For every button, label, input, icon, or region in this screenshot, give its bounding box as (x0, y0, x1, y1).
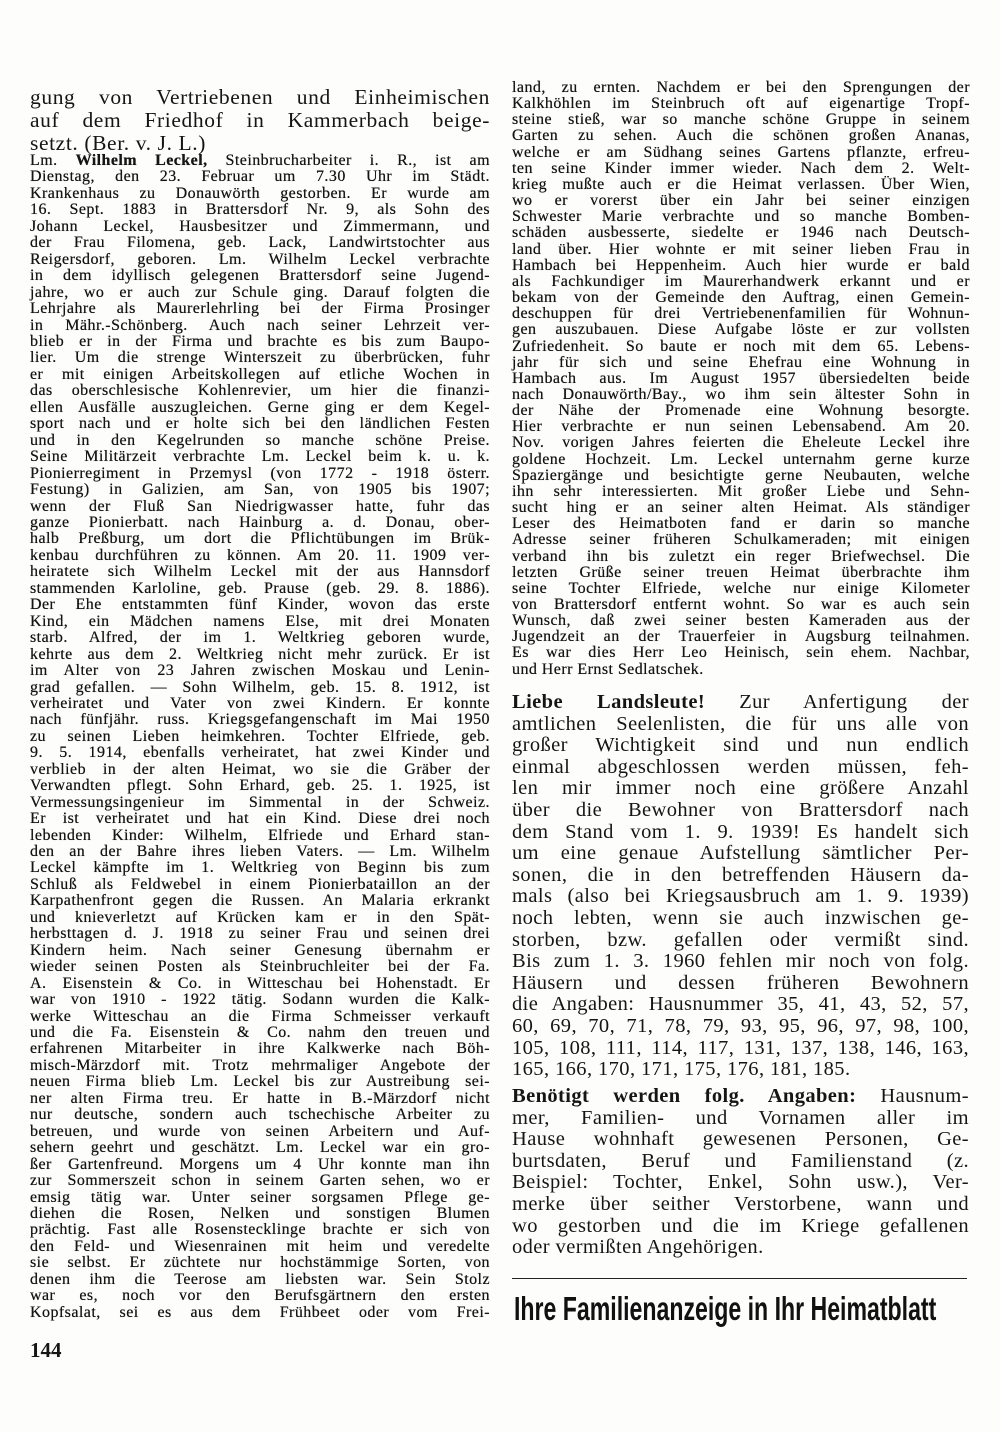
line-text: Leser des Heimatboten fand er darin so manche (512, 515, 970, 533)
text-line (30, 976, 490, 992)
text-line (30, 1173, 490, 1189)
text-line (30, 696, 490, 712)
line-text: wenn der Fluß San Niedrigwasser hatte, fuhr das (30, 497, 490, 515)
text-line (512, 500, 970, 516)
text-line (512, 371, 970, 387)
text-line (512, 581, 970, 597)
text-line (512, 112, 970, 128)
text-line (30, 844, 490, 860)
line-text: deschuppen für drei Vertriebenenfamilien für Wohnun- (512, 305, 970, 323)
line-text: jahr für sich und seine Ehefrau eine Wohnung in (512, 353, 970, 371)
intro-paragraph (30, 86, 490, 155)
text-line (30, 877, 490, 893)
line-text: Der Ehe entstammten fünf Kinder, wovon das erste (30, 596, 490, 614)
text-line (30, 1025, 490, 1041)
line-text: Krankenhaus zu Donauwörth gestorben. Er wurde am (30, 184, 490, 202)
line-text: um eine genaue Aufstellung sämtlicher Per- (512, 842, 969, 865)
text-line (512, 1086, 969, 1108)
text-line (30, 268, 490, 284)
line-text: Steinbrucharbeiter i. R., ist am (207, 152, 490, 169)
line-text: über die Bewohner von Brattersdorf nach (512, 798, 969, 821)
text-line (30, 1091, 490, 1107)
line-text: Lm. (30, 152, 76, 169)
line-text: Karpathenfront gegen die Russen. An Malaria erkrankt (30, 892, 490, 910)
text-line (30, 86, 490, 109)
line-text: von Brattersdorf entfernt wohnt. So war es auch sein (512, 596, 970, 613)
line-text: Vermessungsingenieur im Simmental in der Schweiz. (30, 793, 490, 811)
obituary-column-right (512, 80, 970, 678)
line-text: nach fünfjähr. russ. Kriegsgefangenschaft im Mai 1950 (30, 711, 490, 729)
text-line (30, 482, 490, 498)
line-text: goldene Hochzeit. Lm. Leckel unternahm gerne kurze (512, 450, 970, 468)
text-line (30, 301, 490, 317)
text-line (30, 811, 490, 827)
line-text: bekam von der Gemeinde den Auftrag, einen Gemein- (512, 289, 970, 307)
text-line (512, 886, 969, 908)
line-text: Kind, ein Mädchen namens Else, mit drei Monaten (30, 612, 490, 630)
text-line (512, 1151, 969, 1173)
text-line (30, 729, 490, 745)
page-number: 144 (30, 1338, 62, 1362)
text-line (30, 1074, 490, 1090)
text-line (30, 1140, 490, 1156)
text-line (512, 822, 969, 844)
line-text: starb. Alfred, der im 1. Weltkrieg geboren wurde, (30, 629, 490, 647)
line-text: gung von Vertriebenen und Einheimischen (30, 85, 490, 109)
text-line (512, 662, 970, 678)
text-line (512, 973, 969, 995)
line-text: auf dem Friedhof in Kammerbach beige- (30, 108, 490, 132)
line-text: Hause wohnhaft gewesenen Personen, Ge- (512, 1128, 969, 1151)
text-line (30, 1222, 490, 1238)
text-line (30, 383, 490, 399)
text-line (30, 169, 490, 185)
line-text: die Angaben: Hausnummer 35, 41, 43, 52, 57, (512, 993, 969, 1016)
line-text: schäden ausbesserte, siedelte er 1946 nach Deutsch- (512, 224, 970, 242)
line-text: zu seinen Lieben heimkehren. Tochter Elfriede, geb. (30, 727, 490, 745)
text-line (512, 452, 970, 468)
line-text: letzten Grüße seiner treuen Heimat überbrachte ihm (512, 563, 970, 581)
line-text: sport nach und er holte sich bei den ländlichen Festen (30, 415, 490, 433)
text-line (512, 80, 970, 96)
line-text: prächtig. Fast alle Rosenstecklinge brachte er sich von (30, 1221, 490, 1239)
line-text: seine Tochter Elfriede, welche nur einige Kilometer (512, 579, 970, 597)
line-text: war es, noch vor den Berufsgärtnern den ersten (30, 1287, 490, 1305)
text-line (30, 647, 490, 663)
text-line (30, 449, 490, 465)
text-line (30, 1157, 490, 1173)
text-line (30, 1190, 490, 1206)
text-line (512, 692, 969, 714)
line-text: Adresse seiner früheren Schulkameraden; mit einigen (512, 531, 970, 549)
line-text: land, zu ernten. Nachdem er bei den Sprengungen der (512, 79, 970, 96)
line-text: jahre, wo er auch zur Schule ging. Darauf folgten die (30, 283, 490, 301)
line-text: den an der Bahre ihres lieben Vaters. — Lm. Wilhelm (30, 843, 490, 861)
text-line (30, 926, 490, 942)
text-line (512, 865, 969, 887)
line-text: verband ihn bis zuletzt ein reger Briefwechsel. Die (512, 547, 970, 565)
text-line (30, 252, 490, 268)
line-text: erfahrenen Mitarbeiter in ihre Kalkwerke nach Böh- (30, 1040, 490, 1058)
text-line (30, 959, 490, 975)
text-line (512, 242, 970, 258)
text-line (30, 1041, 490, 1057)
line-text: großer Wichtigkeit sind und nun endlich (512, 734, 969, 757)
text-line (512, 1129, 969, 1151)
text-line (512, 1172, 969, 1194)
text-line (512, 930, 969, 952)
text-line (30, 1305, 490, 1321)
text-line (512, 177, 970, 193)
line-text: Verwandten pflegt. Sohn Erhard, geb. 25. 1. 1925, ist (30, 777, 490, 795)
bold-lead-text: Wilhelm Leckel, (75, 152, 208, 169)
line-text: der Nähe der Promenade eine Wohnung besorgte. (512, 402, 970, 420)
text-line (512, 387, 970, 403)
line-text: stammenden Karloline, geb. Prause (geb. 29. 8. 1886). (30, 579, 490, 597)
text-line (512, 484, 970, 500)
text-line (30, 745, 490, 761)
line-text: Hier verbrachte er nun seinen Lebensabend. Am 20. (512, 418, 970, 436)
text-line (512, 597, 970, 613)
line-text: dem Stand vom 1. 9. 1939! Es handelt sich (512, 820, 969, 843)
notice-required-information (512, 1086, 969, 1259)
text-line (512, 209, 970, 225)
text-line (30, 515, 490, 531)
text-line (30, 334, 490, 350)
line-text: Lehrjahre als Maurerlehrling bei der Firma Prosinger (30, 300, 490, 318)
line-text: in Mähr.-Schönberg. Auch nach seiner Lehrzeit ver- (30, 316, 490, 334)
text-line (512, 994, 969, 1016)
line-text: kehrte aus dem 2. Weltkrieg nicht mehr zurück. Er ist (30, 645, 490, 663)
text-line (30, 1239, 490, 1255)
text-line (512, 161, 970, 177)
line-text: wo gestorben und die im Kriege gefallenen (512, 1214, 969, 1237)
text-line (512, 355, 970, 371)
text-line (30, 202, 490, 218)
text-line (512, 613, 970, 629)
text-line (512, 629, 970, 645)
line-text: einmal abgeschlossen werden müssen, feh- (512, 755, 969, 778)
text-line (512, 1059, 969, 1081)
text-line (30, 778, 490, 794)
line-text: der Frau Filomena, geb. Lack, Landwirtstochter aus (30, 234, 490, 252)
line-text: verblieb in der alten Heimat, wo sie die Gräber der (30, 760, 490, 778)
line-text: 105, 108, 111, 114, 117, 131, 137, 138, 146, 163, (512, 1036, 969, 1059)
line-text: Er ist verheiratet und hat ein Kind. Diese drei noch (30, 810, 490, 828)
line-text: Spaziergänge und besichtigte gerne Neubauten, welche (512, 466, 970, 484)
line-text: Dienstag, den 23. Februar um 7.30 Uhr im Städt. (30, 168, 490, 186)
line-text: Hausnum- (856, 1085, 969, 1107)
line-text: und knieverletzt auf Krücken kam er in den Spät- (30, 908, 490, 926)
text-line (512, 435, 970, 451)
line-text: sehern geehrt und geschätzt. Lm. Leckel war ein gro- (30, 1139, 490, 1157)
line-text: heiratete sich Wilhelm Leckel mit der aus Hannsdorf (30, 563, 490, 581)
line-text: merke über seither Verstorbene, wann und (512, 1192, 969, 1215)
line-text: Leckel kämpfte im 1. Weltkrieg von Beginn bis zum (30, 859, 490, 877)
text-line (30, 597, 490, 613)
line-text: Schwester Marie verbrachte und so manche Bomben- (512, 208, 970, 226)
line-text: Festung) in Galizien, am San, von 1905 bis 1907; (30, 481, 490, 499)
text-line (30, 1058, 490, 1074)
text-line (30, 828, 490, 844)
line-text: als Fachkundiger im Maurerhandwerk erkannt und er (512, 272, 970, 290)
line-text: emsig tätig war. Unter seiner sorgsamen Pflege ge- (30, 1188, 490, 1206)
text-line (30, 499, 490, 515)
line-text: Schluß als Feldwebel in einem Pionierbataillon an der (30, 875, 490, 893)
line-text: war von 1910 - 1922 tätig. Sodann wurden die Kalk- (30, 991, 490, 1009)
text-line (512, 532, 970, 548)
line-text: mer, Familien- und Vornamen aller im (512, 1106, 969, 1129)
text-line (30, 1255, 490, 1271)
line-text: 9. 5. 1914, ebenfalls verheiratet, hat zwei Kinder und (30, 744, 490, 762)
text-line (512, 1016, 969, 1038)
line-text: verheiratet und Vater von zwei Kindern. Er konnte (30, 694, 490, 712)
line-text: Kindern heim. Nach seiner Genesung übernahm er (30, 941, 490, 959)
obituary-column-left (30, 153, 490, 1321)
text-line (512, 274, 970, 290)
text-line (30, 433, 490, 449)
line-text: ellen Ausfälle auszugleichen. Gerne ging er dem Kegel- (30, 398, 490, 416)
line-text: noch lebten, wenn sie auch inzwischen ge- (512, 906, 969, 929)
text-line (512, 128, 970, 144)
line-text: Seine Militärzeit verbrachte Lm. Leckel beim k. u. k. (30, 448, 490, 466)
line-text: und die Fa. Eisenstein & Co. nahm den treuen und (30, 1024, 490, 1042)
text-line (512, 1237, 969, 1259)
line-text: Jugendzeit an der Trauerfeier in Augsburg teilnahmen. (512, 628, 970, 646)
line-text: Garten zu sehen. Auch die schönen großen Ananas, (512, 127, 970, 145)
text-line (512, 419, 970, 435)
text-line (30, 350, 490, 366)
text-line (30, 1124, 490, 1140)
line-text: ßer Gartenfreund. Morgens um 4 Uhr konnte man ihn (30, 1155, 490, 1173)
bold-lead-text: Liebe Landsleute! (512, 691, 706, 713)
text-line (512, 290, 970, 306)
line-text: setzt. (Ber. v. J. L.) (30, 131, 207, 155)
line-text: oder vermißten Angehörigen. (512, 1236, 764, 1259)
text-line (512, 645, 970, 661)
text-line (512, 339, 970, 355)
line-text: storben, bzw. gefallen oder vermißt sind. (512, 928, 969, 951)
text-line (30, 762, 490, 778)
line-text: nach Donauwörth/Bay., wo ihm sein ältester Sohn in (512, 385, 970, 403)
text-line (30, 400, 490, 416)
text-line (30, 1272, 490, 1288)
ad-heading: Ihre Familienanzeige in Ihr Heimatblatt (514, 1290, 937, 1327)
line-text: mals (also bei Kriegsausbruch am 1. 9. 1939) (512, 885, 969, 908)
text-line (30, 680, 490, 696)
line-text: 60, 69, 70, 71, 78, 79, 93, 95, 96, 97, 98, 100, (512, 1014, 969, 1037)
text-line (512, 1108, 969, 1130)
line-text: Pionierregiment in Przemysl (von 1772 - 1918 österr. (30, 464, 490, 482)
text-line (30, 466, 490, 482)
text-line (30, 795, 490, 811)
text-line (30, 860, 490, 876)
line-text: ganze Pionierbatt. nach Hainburg a. d. Donau, ober- (30, 513, 490, 531)
line-text: betreuen, und wurde von seinen Arbeitern und Auf- (30, 1122, 490, 1140)
line-text: welche er am Südhang seines Gartens pflanzte, erfreu- (512, 143, 970, 161)
line-text: nur deutsche, sondern auch tschechische Arbeiter zu (30, 1106, 490, 1124)
text-line (512, 403, 970, 419)
line-text: Nov. vorigen Jahres feierten die Eheleute Leckel ihre (512, 434, 970, 452)
line-text: sie selbst. Er züchtete nur hochstämmige Sorten, von (30, 1254, 490, 1272)
line-text: ihn sehr interessierten. Mit großer Liebe und Sehn- (512, 482, 970, 500)
line-text: Beispiel: Tochter, Enkel, Sohn usw.), Ver- (512, 1171, 969, 1194)
text-line (30, 1107, 490, 1123)
text-line (30, 943, 490, 959)
text-line (30, 910, 490, 926)
text-line (30, 186, 490, 202)
line-text: wo er vorerst über ein Jahr bei seiner einzigen (512, 192, 970, 210)
text-line (30, 109, 490, 132)
text-line (512, 225, 970, 241)
text-line (30, 992, 490, 1008)
text-line (512, 322, 970, 338)
line-text: Reigersdorf, geboren. Lm. Wilhelm Leckel verbrachte (30, 250, 490, 268)
line-text: land über. Hier wohnte er mit seiner lieben Frau in (512, 240, 970, 258)
text-line (512, 757, 969, 779)
line-text: den Feld- und Wiesenrainen mit heim und veredelte (30, 1237, 490, 1255)
divider-rule (512, 1278, 967, 1279)
line-text: 165, 166, 170, 171, 175, 176, 181, 185. (512, 1058, 851, 1081)
line-text: er mit einigen Arbeitskollegen auf etliche Wochen in (30, 365, 490, 383)
text-line (30, 1009, 490, 1025)
text-line (512, 258, 970, 274)
text-line (512, 843, 969, 865)
line-text: misch-Märzdorf mit. Trotz mehrmaliger Angebote der (30, 1056, 490, 1074)
text-line (30, 219, 490, 235)
text-line (30, 712, 490, 728)
line-text: das oberschlesische Kohlenrevier, um hier die finanzi- (30, 382, 490, 400)
text-line (30, 285, 490, 301)
line-text: lier. Um die strenge Winterszeit zu überbrücken, fuhr (30, 349, 490, 367)
line-text: sucht hing er an seiner alten Heimat. Als ständiger (512, 499, 970, 517)
text-line (30, 367, 490, 383)
line-text: amtlichen Seelenlisten, die für uns alle von (512, 712, 969, 735)
text-line (30, 614, 490, 630)
line-text: steine stieß, war so manche schöne Gruppe in seinem (512, 111, 970, 129)
text-line (30, 1288, 490, 1304)
text-line (512, 516, 970, 532)
line-text: im Alter von 23 Jahren zwischen Moskau und Lenin- (30, 662, 490, 680)
line-text: Hambach bei Heppenheim. Auch hier wurde er bald (512, 256, 970, 274)
line-text: A. Eisenstein & Co. in Witteschau bei Hohenstadt. Er (30, 974, 490, 992)
line-text: wieder seinen Posten als Steinbruchleiter bei der Fa. (30, 958, 490, 976)
text-line (512, 714, 969, 736)
line-text: zur Sommerszeit schon in seinem Garten sehen, wo er (30, 1172, 490, 1190)
line-text: halb Preßburg, um dort die Pflichtübungen im Brük- (30, 530, 490, 548)
text-line (512, 145, 970, 161)
notice-liebe-landsleute (512, 692, 969, 1081)
line-text: und Herr Ernst Sedlatschek. (512, 660, 704, 678)
text-line (30, 663, 490, 679)
text-line (512, 1216, 969, 1238)
text-line (512, 1194, 969, 1216)
line-text: Bis zum 1. 3. 1960 fehlen mir noch von folg. (512, 950, 969, 973)
text-line (30, 564, 490, 580)
line-text: herbsttagen d. J. 1918 zu seiner Frau und seinen drei (30, 925, 490, 943)
text-line (512, 565, 970, 581)
line-text: denen ihm die Teerose am liebsten war. Sein Stolz (30, 1270, 490, 1288)
line-text: gen auszubauen. Diese Aufgabe löste er zur vollsten (512, 321, 970, 339)
line-text: Kopfsalat, sei es aus dem Frühbeet oder vom Frei- (30, 1303, 490, 1321)
text-line (512, 1038, 969, 1060)
line-text: Hambach aus. Im August 1957 übersiedelten beide (512, 369, 970, 387)
line-text: ten seine Kinder immer wieder. Nach dem 2. Welt- (512, 159, 970, 177)
line-text: blieb er in der Firma und brachte es bis zum Baupo- (30, 332, 490, 350)
line-text: werke Witteschau an die Firma Schmeisser verkauft (30, 1007, 490, 1025)
line-text: grad gefallen. — Sohn Wilhelm, geb. 15. 8. 1912, ist (30, 678, 490, 696)
line-text: neuen Firma blieb Lm. Leckel bis zur Austreibung sei- (30, 1073, 490, 1091)
text-line (512, 306, 970, 322)
text-line (30, 416, 490, 432)
line-text: in dem idyllisch gelegenen Brattersdorf seine Jugend- (30, 267, 490, 285)
line-text: Wunsch, daß zwei seiner besten Kameraden aus der (512, 612, 970, 630)
line-text: Zufriedenheit. So baute er noch mit dem 65. Lebens- (512, 337, 970, 355)
line-text: Kalkhöhlen im Steinbruch oft auf eigenartige Tropf- (512, 95, 970, 113)
text-line (512, 778, 969, 800)
line-text: diehen die Rosen, Nelken und sonstigen Blumen (30, 1205, 490, 1222)
text-line (30, 235, 490, 251)
text-line (512, 800, 969, 822)
text-line (30, 153, 490, 169)
line-text: und in den Kegelrunden so manche schöne Preise. (30, 431, 490, 449)
text-line (512, 951, 969, 973)
line-text: len mir immer noch eine größere Anzahl (512, 777, 969, 800)
bold-lead-text: Benötigt werden folg. Angaben: (512, 1085, 857, 1107)
line-text: lebenden Kinder: Wilhelm, Elfriede und Erhard stan- (30, 826, 490, 844)
text-line (30, 1206, 490, 1222)
line-text: Zur Anfertigung der (705, 691, 970, 713)
text-line (30, 581, 490, 597)
line-text: burtsdaten, Beruf und Familienstand (z. (512, 1149, 969, 1172)
text-line (30, 630, 490, 646)
text-line (30, 548, 490, 564)
line-text: Häusern und dessen früheren Bewohnern (512, 971, 969, 994)
text-line (30, 531, 490, 547)
line-text: krieg mußte auch er die Heimat verlassen. Über Wien, (512, 175, 970, 193)
line-text: 16. Sept. 1883 in Brattersdorf Nr. 9, als Sohn des (30, 201, 490, 219)
text-line (512, 193, 970, 209)
text-line (512, 735, 969, 757)
line-text: sonen, die in den betreffenden Häusern da- (512, 863, 969, 886)
text-line (30, 893, 490, 909)
line-text: Johann Leckel, Hausbesitzer und Zimmermann, und (30, 217, 490, 235)
line-text: kenbau durchführen zu können. Am 20. 11. 1909 ver- (30, 546, 490, 564)
text-line (30, 318, 490, 334)
text-line (512, 468, 970, 484)
line-text: Es war dies Herr Leo Heinisch, sein ehem. Nachbar, (512, 644, 970, 662)
text-line (512, 908, 969, 930)
line-text: ner alten Firma treu. Er hatte in B.-Märzdorf nicht (30, 1089, 490, 1107)
text-line (512, 96, 970, 112)
text-line (512, 549, 970, 565)
